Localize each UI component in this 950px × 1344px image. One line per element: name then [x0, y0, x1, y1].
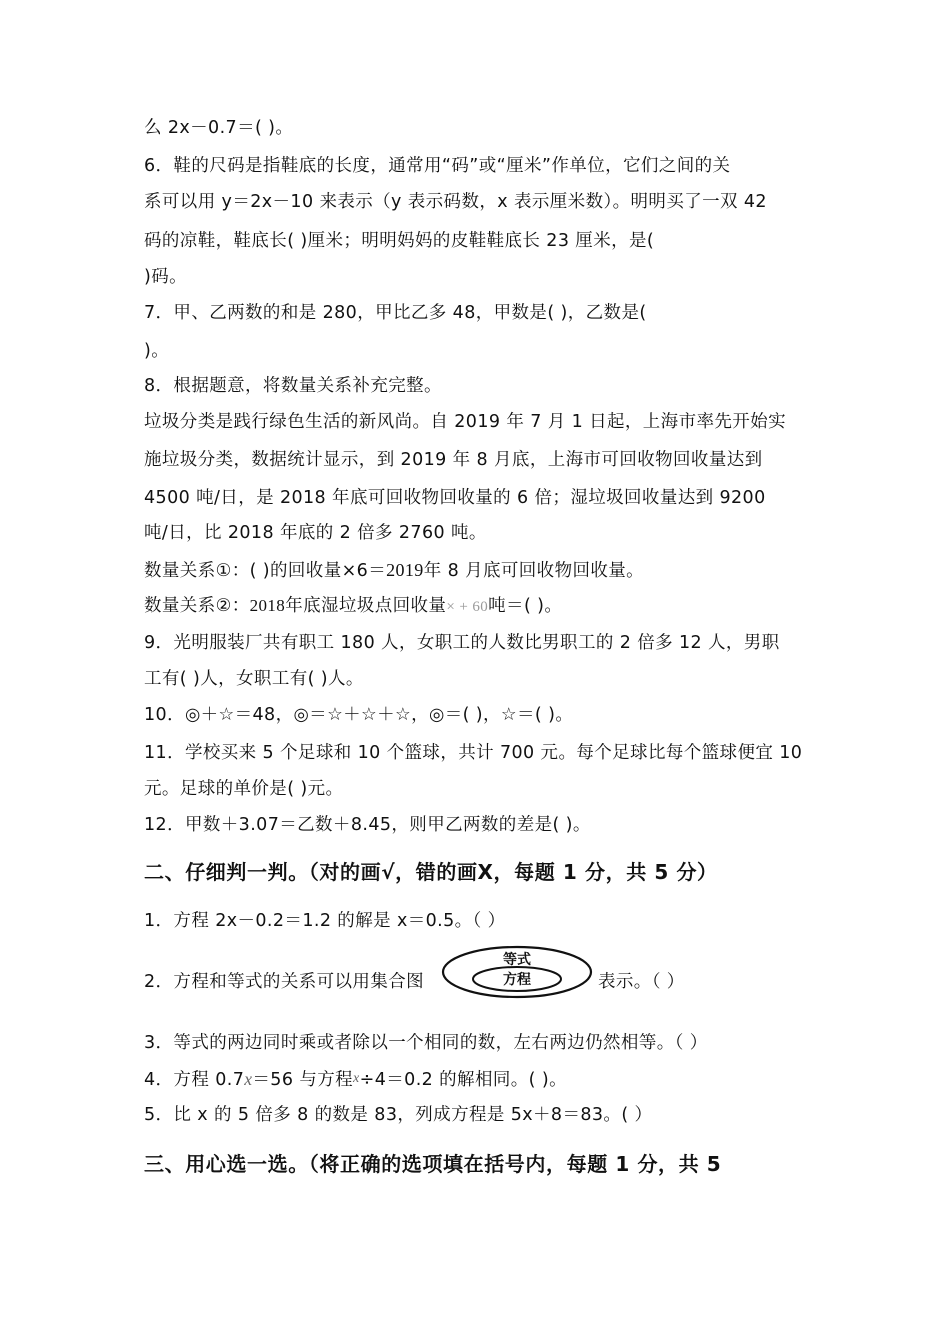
question-10-line: 10．◎＋☆＝48，◎＝☆＋☆＋☆，◎＝( )，☆＝( )。 — [144, 705, 574, 725]
year-2018: 2018 — [249, 596, 286, 615]
text-line: 码的凉鞋，鞋底长( )厘米；明明妈妈的皮鞋鞋底长 23 厘米，是( — [144, 231, 655, 251]
q4-part-c: ÷4＝0.2 的解相同。( )。 — [359, 1070, 567, 1090]
relation-1-prefix: 数量关系①：( )的回收量×6＝ — [144, 561, 387, 581]
text-line: 系可以用 y＝2x－10 来表示（y 表示码数，x 表示厘米数）。明明买了一双 42 — [144, 192, 767, 212]
venn-diagram — [440, 944, 594, 1000]
relation-2-prefix: 数量关系②： — [144, 596, 250, 616]
judge-question-3: 3．等式的两边同时乘或者除以一个相同的数，左右两边仍然相等。（ ） — [144, 1033, 708, 1053]
relation-2-text: 年底湿垃圾点回收量 — [285, 596, 447, 616]
question-9-line: 9．光明服装厂共有职工 180 人，女职工的人数比男职工的 2 倍多 12 人，男职 — [144, 633, 780, 653]
relation-1-suffix: 年 8 月底可回收物回收量。 — [423, 561, 645, 581]
judge-question-2-prefix: 2．方程和等式的关系可以用集合图 — [144, 972, 425, 992]
judge-question-4 — [144, 1067, 567, 1092]
faint-number: 60 — [472, 599, 489, 615]
text-line: 工有( )人，女职工有( )人。 — [144, 669, 364, 689]
text-line: 吨/日，比 2018 年底的 2 倍多 2760 吨。 — [144, 523, 487, 543]
judge-question-5: 5．比 x 的 5 倍多 8 的数是 83，列成方程是 5x＋8＝83。( ） — [144, 1105, 653, 1125]
question-8-line: 8．根据题意，将数量关系补充完整。 — [144, 376, 442, 396]
text-line: )码。 — [144, 267, 188, 287]
question-12-line: 12．甲数＋3.07＝乙数＋8.45，则甲乙两数的差是( )。 — [144, 815, 591, 835]
text-line: 施垃圾分类，数据统计显示，到 2019 年 8 月底，上海市可回收物回收量达到 — [144, 450, 763, 470]
q4-part-b: ＝56 与方程 — [252, 1070, 354, 1090]
variable-x: x — [353, 1071, 360, 1086]
judge-question-1: 1．方程 2x－0.2＝1.2 的解是 x＝0.5。（ ） — [144, 911, 506, 931]
judge-question-2-suffix: 表示。（ ） — [598, 972, 685, 992]
text-line: 元。足球的单价是( )元。 — [144, 779, 344, 799]
section-3-heading: 三、用心选一选。（将正确的选项填在括号内，每题 1 分，共 5 — [144, 1152, 722, 1176]
relation-2-line — [144, 594, 562, 619]
text-line: 垃圾分类是践行绿色生活的新风尚。自 2019 年 7 月 1 日起，上海市率先开始实 — [144, 412, 786, 432]
text-line: 4500 吨/日，是 2018 年底可回收物回收量的 6 倍；湿垃圾回收量达到 9200 — [144, 488, 766, 508]
venn-inner-label: 方程 — [503, 972, 531, 988]
text-line: 么 2x－0.7＝( )。 — [144, 118, 294, 138]
venn-outer-label: 等式 — [503, 952, 531, 968]
section-2-heading: 二、仔细判一判。（对的画√，错的画X，每题 1 分，共 5 分） — [144, 860, 718, 884]
relation-2-suffix: 吨＝( )。 — [488, 596, 563, 616]
question-7-line: 7．甲、乙两数的和是 280，甲比乙多 48，甲数是( )，乙数是( — [144, 303, 647, 323]
year-2019: 2019 — [386, 560, 424, 580]
variable-x: x — [244, 1069, 253, 1089]
text-line: )。 — [144, 341, 170, 361]
faint-operator: × + — [446, 599, 473, 615]
relation-1-line — [144, 558, 644, 583]
question-11-line: 11．学校买来 5 个足球和 10 个篮球，共计 700 元。每个足球比每个篮球便宜 10 — [144, 743, 803, 763]
question-6-line: 6．鞋的尺码是指鞋底的长度，通常用“码”或“厘米”作单位，它们之间的关 — [144, 156, 731, 176]
q4-part-a: 4．方程 0.7 — [144, 1070, 245, 1090]
